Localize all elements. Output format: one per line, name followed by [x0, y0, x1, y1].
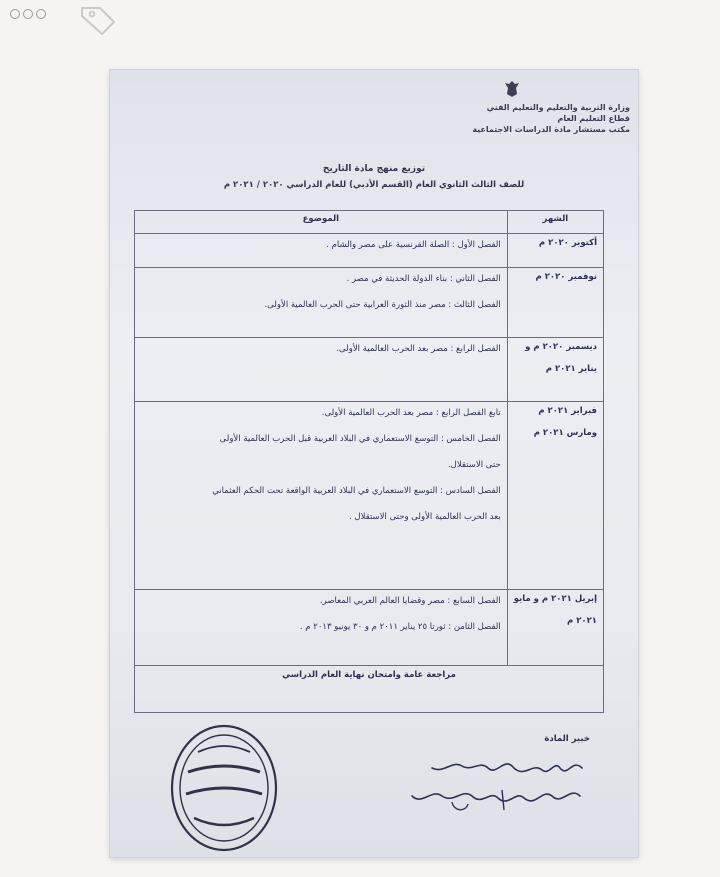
- month-text: إبريل ٢٠٢١ م و مايو: [513, 594, 597, 604]
- table-header-row: [135, 211, 604, 234]
- month-cell: [507, 338, 603, 402]
- topic-line: الفصل الثاني : بناء الدولة الحديثة في مصر .: [346, 274, 501, 284]
- topic-line: الفصل الثالث : مصر منذ الثورة العرابية حتى الحرب العالمية الأولى.: [264, 300, 501, 310]
- table-row: [135, 338, 604, 402]
- topic-line: الفصل السادس : التوسع الاستعماري في البلاد العربية الواقعة تحت الحكم العثماني: [212, 486, 501, 496]
- ministry-header: [472, 102, 630, 135]
- month-text: ومارس ٢٠٢١ م: [533, 428, 597, 438]
- month-cell: [507, 234, 603, 268]
- topic-cell: [135, 268, 508, 338]
- table-row: [135, 234, 604, 268]
- ministry-line: مكتب مستشار مادة الدراسات الاجتماعية: [472, 125, 630, 134]
- schedule-table: [134, 210, 604, 713]
- month-header: الشهر: [507, 211, 603, 234]
- table-row: [135, 590, 604, 666]
- month-cell: [507, 590, 603, 666]
- topic-cell: [135, 234, 508, 268]
- ministry-line: قطاع التعليم العام: [557, 114, 630, 123]
- handwritten-signature: [392, 750, 592, 820]
- official-stamp: [168, 722, 280, 854]
- month-text: ٢٠٢١ م: [567, 616, 597, 626]
- month-text: فبراير ٢٠٢١ م: [538, 406, 597, 416]
- review-note: مراجعة عامة وامتحان نهاية العام الدراسي: [135, 666, 604, 713]
- eagle-emblem-icon: [504, 80, 520, 98]
- expert-label: خبير المادة: [544, 734, 590, 744]
- table-row: [135, 402, 604, 590]
- more-options-icon[interactable]: [10, 9, 46, 19]
- month-cell: [507, 268, 603, 338]
- month-text: يناير ٢٠٢١ م: [545, 364, 597, 374]
- topic-header: الموضوع: [135, 211, 508, 234]
- document-photo: [110, 70, 638, 857]
- month-text: ديسمبر ٢٠٢٠ م و: [525, 342, 597, 352]
- topic-cell: [135, 402, 508, 590]
- topic-line: تابع الفصل الرابع : مصر بعد الحرب العالمية الأولى.: [321, 408, 501, 418]
- document-title: توزيع منهج مادة التاريخ: [322, 164, 426, 174]
- topic-line: الفصل السابع : مصر وقضايا العالم العربي المعاصر.: [319, 596, 501, 606]
- topic-line: الفصل الأول : الصلة الفرنسية على مصر والشام .: [326, 240, 501, 250]
- month-text: نوفمبر ٢٠٢٠ م: [535, 272, 597, 282]
- topic-line: حتى الاستقلال.: [447, 460, 501, 470]
- table-footer-row: [135, 666, 604, 713]
- topic-line: الفصل الثامن : ثورتا ٢٥ يناير ٢٠١١ م و ٣٠ يونيو ٢٠١٣ م .: [299, 622, 501, 632]
- topic-line: الفصل الرابع : مصر بعد الحرب العالمية الأولى.: [336, 344, 501, 354]
- ministry-line: وزارة التربية والتعليم والتعليم الفني: [486, 103, 630, 112]
- document-subtitle: للصف الثالث الثانوي العام (القسم الأدبي) للعام الدراسي ٢٠٢٠ / ٢٠٢١ م: [223, 180, 525, 190]
- month-cell: [507, 402, 603, 590]
- month-text: أكتوبر ٢٠٢٠ م: [538, 238, 597, 248]
- table-row: [135, 268, 604, 338]
- topic-line: بعد الحرب العالمية الأولى وحتى الاستقلال .: [349, 512, 501, 522]
- topic-cell: [135, 338, 508, 402]
- topic-cell: [135, 590, 508, 666]
- top-bar: [0, 0, 720, 38]
- topic-line: الفصل الخامس : التوسع الاستعماري في البلاد العربية قبل الحرب العالمية الأولى: [219, 434, 501, 444]
- tag-icon[interactable]: [74, 2, 118, 38]
